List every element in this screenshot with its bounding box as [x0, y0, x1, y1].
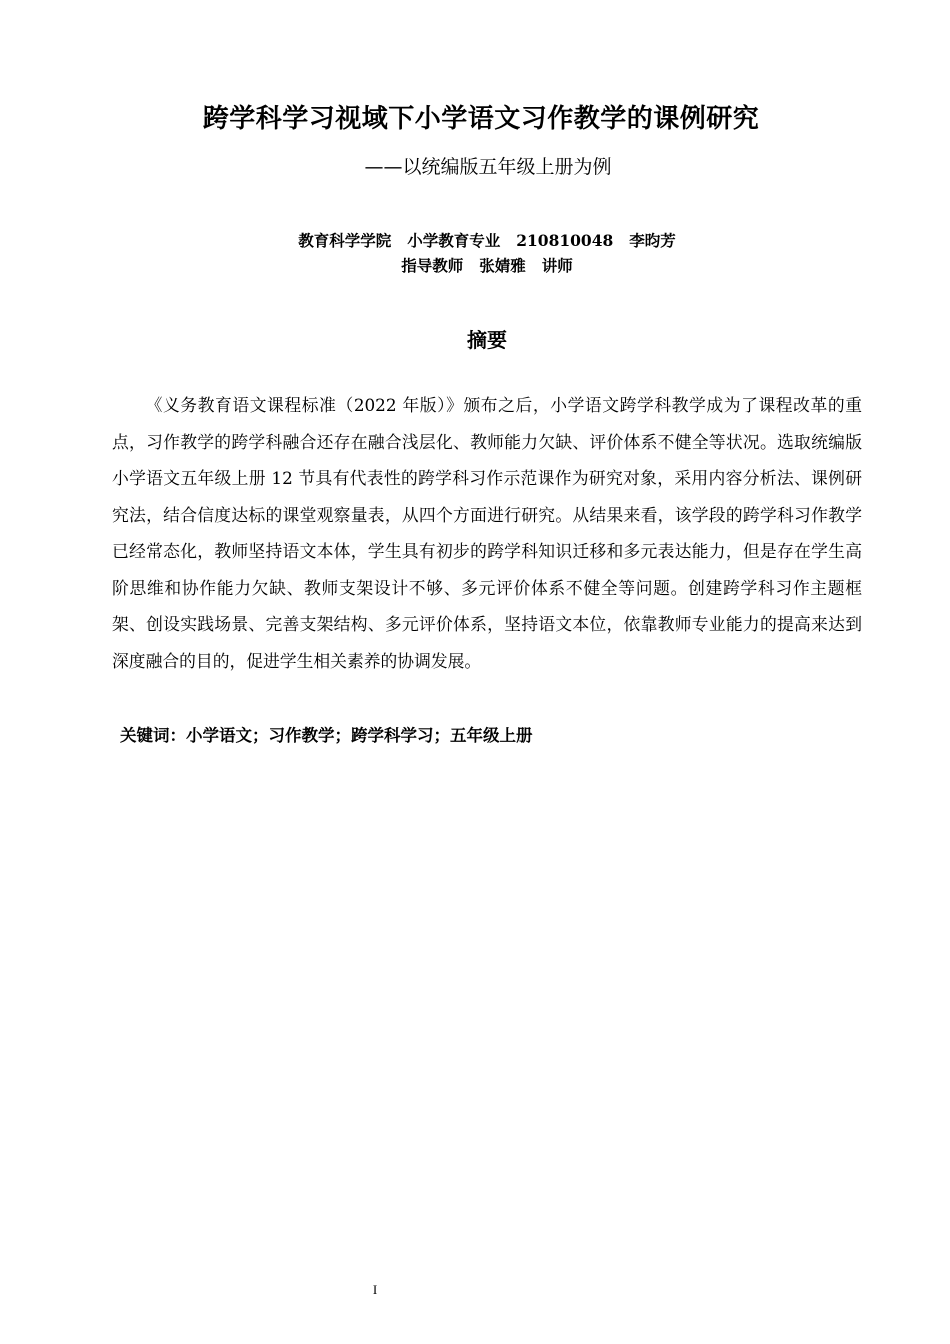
college-name: 教育科学学院 — [298, 231, 392, 250]
student-id: 210810048 — [516, 231, 614, 250]
paper-title: 跨学科学习视域下小学语文习作教学的课例研究 — [202, 104, 760, 134]
keywords-line: 关键词：小学语文；习作教学；跨学科学习；五年级上册 — [120, 726, 533, 745]
advisor-name: 张婧雅 — [479, 256, 526, 275]
major-name: 小学教育专业 — [407, 231, 501, 250]
abstract-body: 《义务教育语文课程标准（2022 年版）》颁布之后，小学语文跨学科教学成为了课程改革的重点，习作教学的跨学科融合还存在融合浅层化、教师能力欠缺、评价体系不健全等状况。选取统编版小学语文五年级上册 12 节具有代表性的跨学科习作示范课作为研究对象，采用内容分析法、课例研究法，结合信度达标的课堂观察量表，从四个方面进行研究。从结果来看，该学段的跨学科习作教学已经常态化，教师坚持语文本体，学生具有初步的跨学科知识迁移和多元表达能力，但是存在学生高阶思维和协作能力欠缺、教师支架设计不够、多元评价体系不健全等问题。创建跨学科习作主题框架、创设实践场景、完善支架结构、多元评价体系，坚持语文本位，依靠教师专业能力的提高来达到深度融合的目的，促进学生相关素养的协调发展。 — [112, 395, 862, 671]
abstract-heading: 摘要 — [467, 328, 507, 352]
advisor-info-line — [0, 255, 950, 277]
author-name: 李昀芳 — [629, 231, 676, 250]
advisor-label: 指导教师 — [401, 256, 464, 275]
page-number: I — [372, 1282, 378, 1297]
author-info-line — [0, 230, 950, 252]
paper-subtitle: ——以统编版五年级上册为例 — [364, 156, 612, 178]
advisor-title: 讲师 — [541, 256, 573, 275]
